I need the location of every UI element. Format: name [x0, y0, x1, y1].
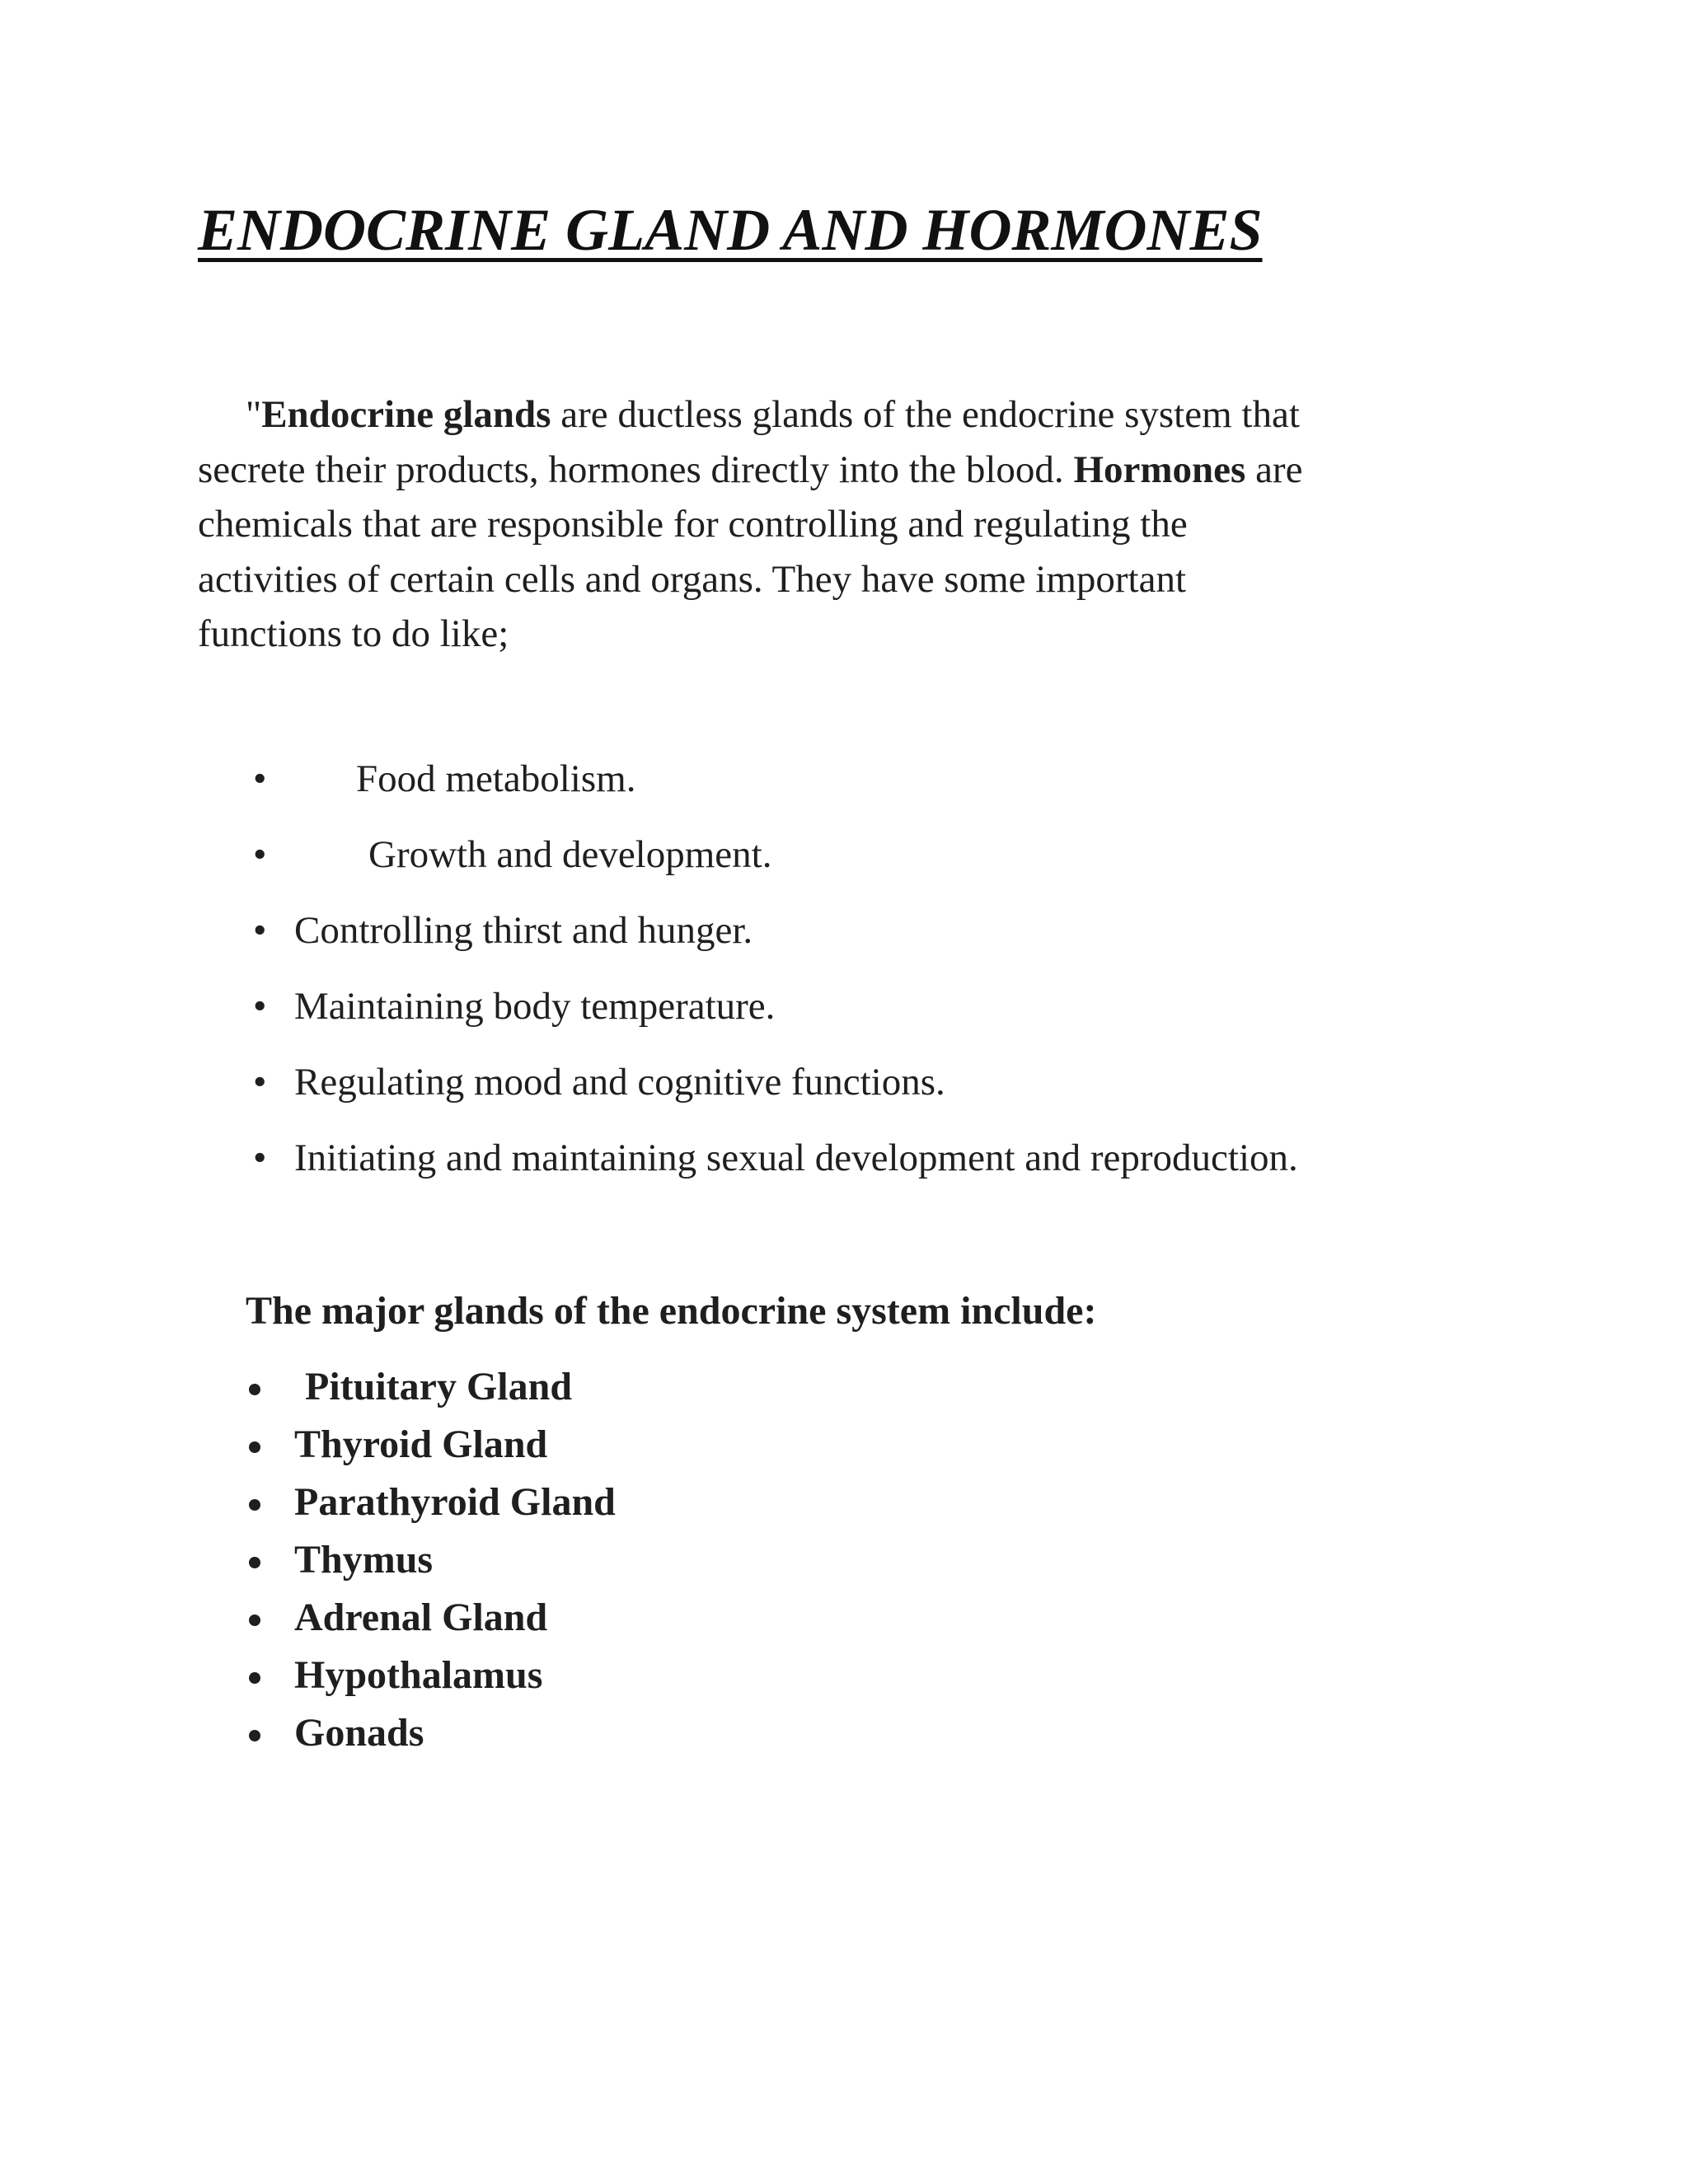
- intro-line-4: activities of certain cells and organs. They have some important: [198, 557, 1187, 601]
- function-text: Maintaining body temperature.: [294, 985, 776, 1028]
- intro-paragraph: [198, 387, 1533, 662]
- bullet-dot-icon: [249, 1499, 260, 1511]
- intro-line-1-rest: are ductless glands of the endocrine system that: [551, 393, 1300, 436]
- function-text: Food metabolism.: [356, 757, 636, 800]
- function-text: Controlling thirst and hunger.: [294, 909, 753, 952]
- bullet-icon: •: [253, 757, 267, 800]
- intro-line-2-end: are: [1245, 448, 1303, 491]
- bullet-icon: •: [253, 833, 267, 876]
- gland-name: Thyroid Gland: [294, 1422, 548, 1466]
- gland-name: Pituitary Gland: [305, 1365, 573, 1408]
- intro-line-2-start: secrete their products, hormones directly into the blood.: [198, 448, 1074, 491]
- bullet-icon: •: [253, 1061, 267, 1104]
- bullet-icon: •: [253, 985, 267, 1028]
- bullet-dot-icon: [249, 1730, 260, 1741]
- function-text: Initiating and maintaining sexual development and reproduction.: [294, 1137, 1298, 1179]
- term-hormones: Hormones: [1073, 448, 1246, 491]
- bullet-dot-icon: [249, 1384, 260, 1395]
- bullet-icon: •: [253, 909, 267, 952]
- bullet-dot-icon: [249, 1672, 260, 1684]
- intro-line-3: chemicals that are responsible for controlling and regulating the: [198, 503, 1188, 546]
- function-text: Regulating mood and cognitive functions.: [294, 1061, 945, 1104]
- gland-name: Adrenal Gland: [294, 1596, 548, 1639]
- intro-line-5: functions to do like;: [198, 612, 509, 655]
- bullet-dot-icon: [249, 1441, 260, 1453]
- term-endocrine-glands: Endocrine glands: [261, 393, 551, 436]
- function-text: Growth and development.: [368, 833, 772, 876]
- intro-line-1: [198, 387, 1533, 443]
- open-quote: ": [246, 393, 262, 436]
- gland-name: Thymus: [294, 1538, 434, 1582]
- bullet-icon: •: [253, 1137, 267, 1179]
- gland-name: Gonads: [294, 1711, 424, 1755]
- bullet-dot-icon: [249, 1615, 260, 1626]
- bullet-dot-icon: [249, 1557, 260, 1568]
- document-title: ENDOCRINE GLAND AND HORMONES: [198, 197, 1263, 263]
- gland-name: Hypothalamus: [294, 1653, 543, 1697]
- gland-name: Parathyroid Gland: [294, 1480, 616, 1524]
- intro-line-2: [198, 443, 1533, 498]
- glands-heading: The major glands of the endocrine system include:: [246, 1289, 1097, 1333]
